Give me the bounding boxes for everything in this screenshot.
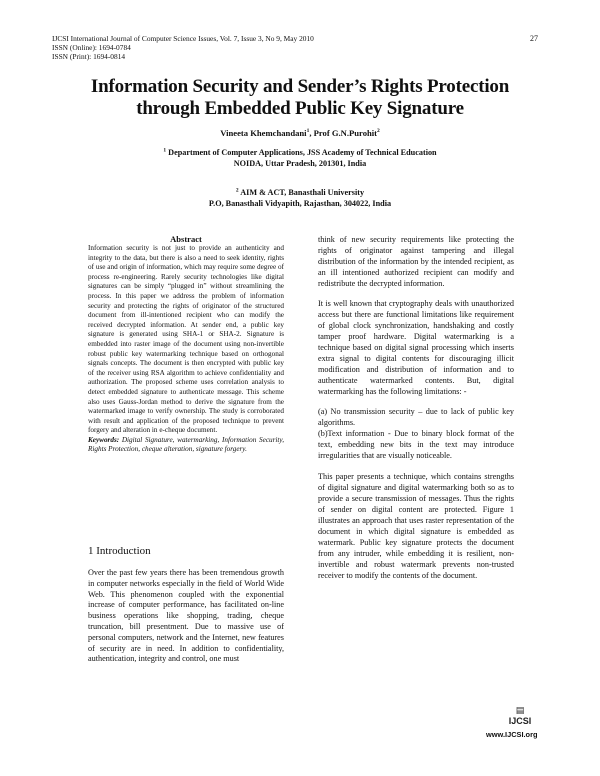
section-heading-introduction: 1 Introduction [88,545,151,557]
affiliation-2-sup: 2 [235,187,239,194]
affiliation-1-line-1: Department of Computer Applications, JSS Academy of Technical Education [168,148,437,157]
book-icon: ▤ [515,706,525,716]
right-paragraph-3: This paper presents a technique, which contains strengths of digital signature and digital watermarking both so as to provide a secure transmission of messages. Thus the rights of sender on digital content are protected. Figure 1 illustrates an approach that uses raster representation of the document in which digital signature is embedded as watermark. Public key signature protects the document from any intruder, while embedding it is resilient, non-invertible and robust watermark prevents non-trusted receiver to modify the contents of the document. [318,472,514,580]
abstract-text: Information security is not just to provide an authenticity and integrity to the data, but there is also a need to seek identity, rights of use and origin of information, which may require some degree of process re-engineering. Rarely security technologies like digital signatures can be simply “plugged in” without streamlining the process. In this paper we address the problem of information security and protecting the rights of originator of the structured document from ill-intentioned recipient who can modify the received decrypted information. At sender end, a public key signature is generated using SHA-1 or SHA-2. Signature is embedded into raster image of the document using non-invertible robust public key watermarking technique based on orthogonal signals concepts. The document is then encrypted with public key of the receiver using RSA algorithm to achieve confidentiality and authorization. The proposed scheme uses correlation analysis to detect embedded signature to authenticate message. This scheme also uses Gauss-Jordan method to derive the signature from the watermarked image to verify ownership. The study is corroborated with result and application of the proposed technique to prevent forgery and alteration in e-cheque document. [88,244,284,435]
journal-line-3: ISSN (Print): 1694-0814 [52,52,126,61]
affiliation-2 [0,187,600,209]
author-1: Vineeta Khemchandani [220,128,307,138]
keywords-text: Digital Signature, watermarking, Information Security, Rights Protection, cheque alteration, signature forgery. [88,435,284,454]
right-paragraph-1: think of new security requirements like protecting the rights of originator against tampering and illegal distribution of the information by the intended recipient, as an ill intentioned authorized recipient can modify and redistribute the decrypted information. [318,235,514,288]
right-column [318,234,514,590]
journal-header [52,34,314,61]
journal-line-2: ISSN (Online): 1694-0784 [52,43,131,52]
ijcsi-logo [498,707,542,726]
right-paragraph-2: It is well known that cryptography deals with unauthorized access but there are functional limitations like requirement of global clock synchronization, handshaking and costly tamper proof hardware. Digital watermarking is a technique based on digital signal processing which inserts extra signal to digital contents for discouraging illicit modification and distribution of information and to authenticate watermarked contents. But, digital watermarking has the following limitations: - [318,299,514,396]
affiliation-1 [0,147,600,169]
abstract-heading: Abstract [170,234,202,244]
title-line-2: through Embedded Public Key Signature [136,98,464,119]
author-separator: , [309,128,314,138]
author-1-sup: 1 [306,128,310,135]
affiliation-1-line-2: NOIDA, Uttar Pradesh, 201301, India [233,159,367,168]
website-url: www.IJCSI.org [486,730,538,739]
limitation-item-b: (b)Text information - Due to binary block format of the text, embedding new bits in the text may introduce irregularities that are visually noticeable. [318,429,514,460]
keywords-label: Keywords: [88,435,120,444]
limitation-item-a: (a) No transmission security – due to lack of public key algorithms. [318,407,514,427]
limitations-list [318,406,514,461]
author-2-sup: 2 [377,128,380,135]
author-2: Prof G.N.Purohit [313,128,378,138]
affiliation-1-sup: 1 [163,147,167,154]
introduction-body: Over the past few years there has been tremendous growth in computer networks especially in the field of World Wide Web. This phenomenon coupled with the exponential increase of computer performance, has facilitated on-line business operations like shopping, trading, cheque truncation, bill presentment. Due to massive use of personal computers, network and the Internet, new features of security are in need. In addition to confidentiality, authentication, integrity and control, one must [88,568,284,664]
author-list [0,128,600,138]
affiliation-2-line-1: AIM & ACT, Banasthali University [240,188,365,197]
affiliation-2-line-2: P.O, Banasthali Vidyapith, Rajasthan, 304022, India [208,199,392,208]
page-number: 27 [530,34,538,43]
logo-text: IJCSI [508,716,532,726]
title-line-1: Information Security and Sender’s Rights Protection [90,76,510,97]
journal-line-1: IJCSI International Journal of Computer Science Issues, Vol. 7, Issue 3, No 9, May 2010 [52,34,314,43]
abstract-body [88,244,284,455]
paper-title [40,76,560,120]
